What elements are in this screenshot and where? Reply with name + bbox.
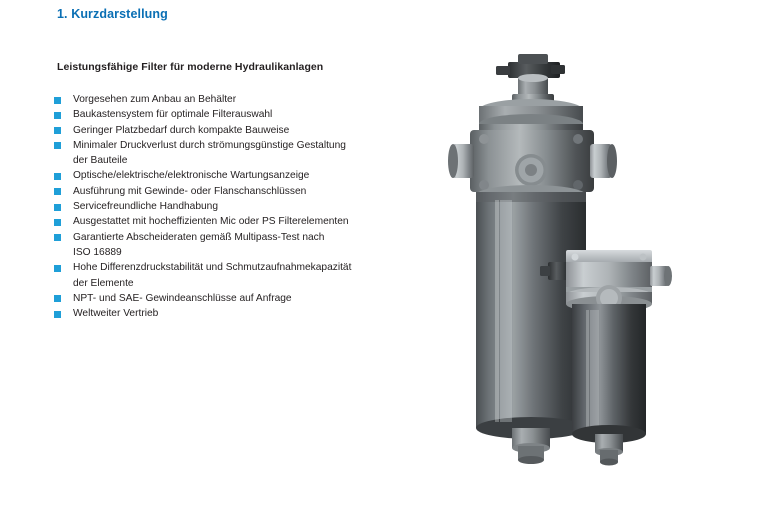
drain-port-big [512, 428, 550, 464]
bullet-square-icon [54, 97, 61, 104]
list-item-label: Baukastensystem für optimale Filterauswahl [73, 109, 273, 121]
bullet-square-icon [54, 142, 61, 149]
bullet-square-icon [54, 188, 61, 195]
bullet-square-icon [54, 234, 61, 241]
list-item [54, 260, 384, 275]
list-item [54, 230, 384, 245]
list-item [54, 291, 384, 306]
list-item [54, 168, 384, 183]
product-illustration [400, 40, 730, 470]
list-item [54, 123, 384, 138]
list-item-label: der Bauteile [73, 155, 128, 167]
list-item [54, 92, 384, 107]
bullet-square-icon [54, 112, 61, 119]
list-item-label: ISO 16889 [73, 246, 122, 258]
bullet-square-icon [54, 311, 61, 318]
list-item-label: Ausgestattet mit hocheffizienten Mic oder PS Filterelementen [73, 216, 349, 228]
list-item-label: Hohe Differenzdruckstabilität und Schmutzaufnahmekapazität [73, 262, 352, 274]
list-item [54, 214, 384, 229]
list-item-label: Optische/elektrische/elektronische Wartungsanzeige [73, 170, 310, 182]
bullet-square-icon [54, 127, 61, 134]
list-item [54, 184, 384, 199]
list-item [54, 306, 384, 321]
list-item-label: Garantierte Abscheideraten gemäß Multipass-Test nach [73, 231, 325, 243]
list-item-label: der Elemente [73, 277, 134, 289]
list-item [54, 138, 384, 153]
list-item-label: Vorgesehen zum Anbau an Behälter [73, 94, 237, 105]
bullet-square-icon [54, 173, 61, 180]
page-title: 1. Kurzdarstellung [57, 7, 168, 21]
hydraulic-filters-photo [400, 40, 730, 470]
filter-head-big [448, 130, 617, 192]
list-item-label: Geringer Platzbedarf durch kompakte Bauweise [73, 124, 290, 136]
list-item-label: Servicefreundliche Handhabung [73, 201, 218, 213]
list-item-label: Weltweiter Vertrieb [73, 308, 159, 320]
lead-paragraph: Leistungsfähige Filter für moderne Hydraulikanlagen [57, 61, 324, 73]
filter-cover-big [479, 99, 583, 134]
feature-list [54, 92, 384, 321]
list-item-continuation [54, 276, 384, 291]
list-item [54, 199, 384, 214]
list-item-label: Ausführung mit Gewinde- oder Flanschanschlüssen [73, 185, 307, 197]
bullet-square-icon [54, 219, 61, 226]
filter-bowl-big [476, 185, 586, 439]
bullet-square-icon [54, 265, 61, 272]
list-item [54, 107, 384, 122]
list-item-label: Minimaler Druckverlust durch strömungsgünstige Gestaltung [73, 139, 346, 151]
list-item-label: NPT- und SAE- Gewindeanschlüsse auf Anfrage [73, 292, 292, 304]
bullet-square-icon [54, 204, 61, 211]
list-item-continuation [54, 153, 384, 168]
bullet-square-icon [54, 295, 61, 302]
list-item-continuation [54, 245, 384, 260]
